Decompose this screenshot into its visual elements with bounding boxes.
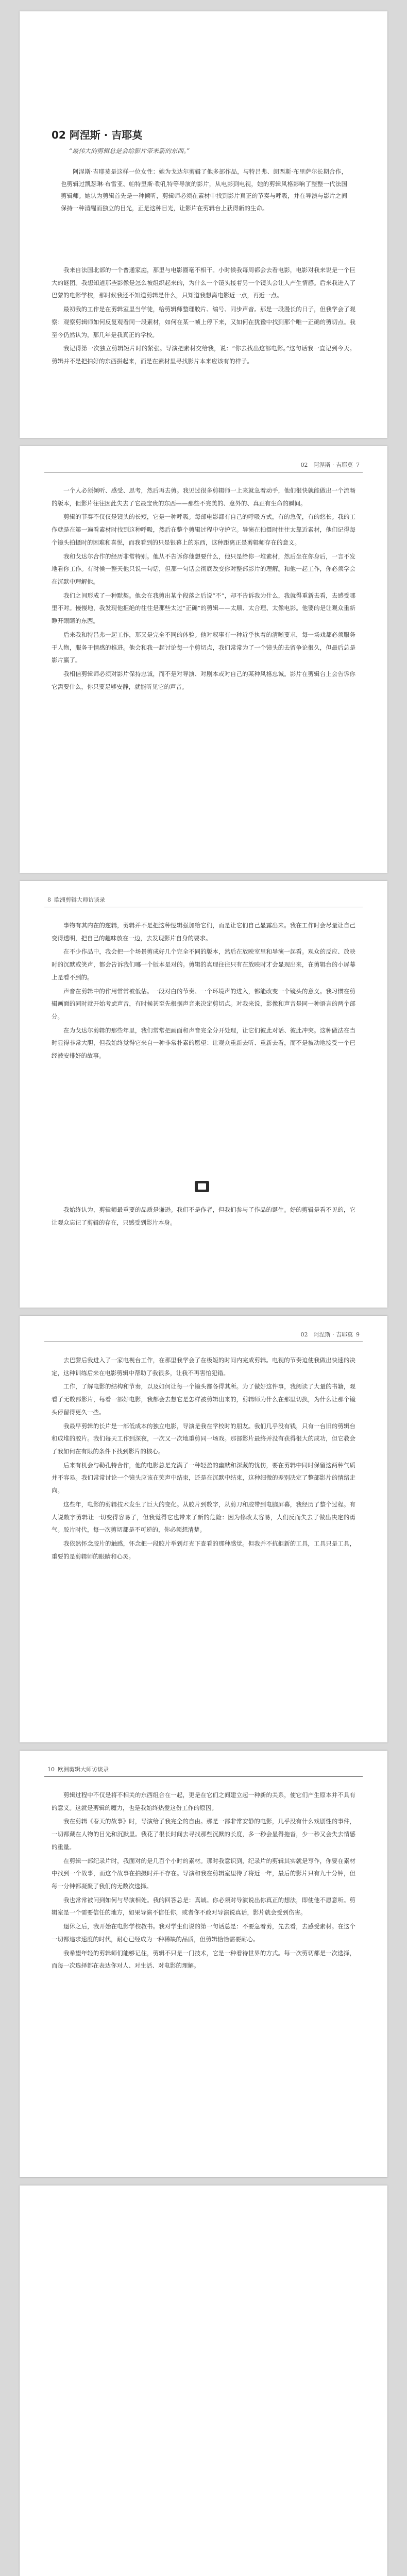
paragraph: 我最早剪辑的长片是一部低成本的独立电影，导演是我在学校时的朋友。我们几乎没有钱，只有一台旧的剪辑台和成堆的胶片。我们每天工作到深夜，一次又一次地重剪同一场戏。那部影片最终并没有获得很大的成功，但它教会了我如何在有限的条件下找到影片的核心。	[52, 1422, 355, 1455]
page-number: 10	[47, 1766, 55, 1773]
page-5	[20, 1751, 387, 2177]
page-number: 9	[356, 1331, 360, 1338]
paragraph: 我希望年轻的剪辑师们能够记住，剪辑不只是一门技术，它是一种看待世界的方式。每一次剪切都是一次选择，而每一次选择都在表达你对人、对生活、对电影的理解。	[52, 1949, 355, 1970]
film-frame-icon	[194, 1180, 210, 1193]
body-text-page-1	[52, 264, 355, 369]
page-3	[20, 881, 387, 1308]
paragraph: 我相信剪辑师必须对影片保持忠诚，而不是对导演、对剧本或对自己的某种风格忠诚。影片在剪辑台上会告诉你它需要什么，你只要足够安静，就能听见它的声音。	[52, 670, 355, 690]
chapter-number: 02	[52, 129, 66, 141]
page-number: 8	[47, 896, 51, 903]
running-head-title: 02 阿涅斯 · 吉耶莫	[300, 1331, 353, 1338]
page-4	[20, 1316, 387, 1742]
paragraph: 退休之后，我开始在电影学校教书。我对学生们说的第一句话总是：不要急着剪，先去看，去感受素材。在这个一切都追求速度的时代，耐心已经成为一种稀缺的品质，但剪辑恰恰需要耐心。	[52, 1923, 355, 1943]
paragraph: 剪辑过程中不仅是将不相关的东西组合在一起，更是在它们之间建立起一种新的关系，使它们产生原本并不具有的意义。这就是剪辑的魔力，也是我始终热爱这份工作的原因。	[52, 1791, 355, 1811]
running-head-title: 欧洲剪辑大师访谈录	[54, 896, 105, 903]
paragraph: 声音在剪辑中的作用常常被低估。一段对白的节奏、一个环境声的进入，都能改变一个镜头的意义。我习惯在剪辑画面的同时就开始考虑声音，有时候甚至先根据声音来决定剪切点。对我来说，影像和声音是同一种语言的两个部分。	[52, 987, 355, 1021]
running-head	[44, 1765, 109, 1773]
chapter-intro: 阿涅斯·吉耶莫是这样一位女性：她为戈达尔剪辑了他多部作品，与特吕弗、朗西斯·布里萨尔长期合作，也剪辑过凯瑟琳·布雷亚、帕特里斯·勒孔特等导演的影片，从电影到电视，她的剪辑风格影响了整整一代法国剪辑师。她认为剪辑首先是一种倾听，剪辑师必须在素材中找到影片真正的节奏与呼吸，并在导演与影片之间保持一种清醒而独立的目光，正是这种目光，让影片在剪辑台上获得新的生命。	[61, 168, 347, 212]
paragraph: 我和戈达尔合作的经历非常特别。他从不告诉你他想要什么，他只是给你一堆素材，然后坐在你身后，一言不发地看你工作。有时候一整天他只说一句话，但那一句话会彻底改变你对整部影片的理解。和他一起工作，你必须学会在沉默中理解他。	[52, 552, 355, 586]
paragraph: 我们之间形成了一种默契。他会在我剪出某个段落之后说“不”，却不告诉我为什么，我就得重新去看，去感受哪里不对。慢慢地，我发现他拒绝的往往是那些太过“正确”的剪辑——太顺、太合理、太像电影。他要的是让观众重新睁开眼睛的东西。	[52, 591, 355, 625]
running-head	[301, 1330, 363, 1338]
body-text-page-2	[52, 484, 355, 694]
paragraph: 我也常常被问到如何与导演相处。我的回答总是：真诚。你必须对导演说出你真正的想法，即使他不愿意听。剪辑室是一个需要信任的地方，如果导演不信任你，或者你不敢对导演说真话，影片就会受到伤害。	[52, 1896, 355, 1917]
paragraph: 在剪辑一部纪录片时，我面对的是几百个小时的素材。那时我意识到，纪录片的剪辑其实就是写作，你要在素材中找到一个故事，而这个故事在拍摄时并不存在。导演和我在剪辑室里待了将近一年，最后的影片只有九十分钟，但每一分钟都凝聚了我们的无数次选择。	[52, 1857, 355, 1890]
body-text-page-3-after	[52, 1204, 355, 1230]
paragraph: 去巴黎后我进入了一家电视台工作，在那里我学会了在极短的时间内完成剪辑。电视的节奏迫使我做出快速的决定，这种训练后来在电影剪辑中帮助了我很多，让我不再害怕犯错。	[52, 1357, 355, 1377]
paragraph: 在不少作品中，我会把一个场景剪成好几个完全不同的版本，然后在放映室里和导演一起看。观众的反应、放映时的沉默或笑声，都会告诉我们哪一个版本是对的。剪辑的真理往往只有在放映时才会显现出来，在剪辑台的小屏幕上是看不到的。	[52, 948, 355, 981]
paragraph: 后来我和特吕弗一起工作，那又是完全不同的体验。他对叙事有一种近乎执着的清晰要求，每一场戏都必须服务于人物，服务于情感的推进。他会和我一起讨论每一个剪切点，我们常常为了一个镜头的去留争论很久，但最后总是影片赢了。	[52, 631, 355, 664]
paragraph: 我记得第一次独立剪辑短片时的紧张。导演把素材交给我，说：“你去找出这部电影。”这句话我一直记到今天。剪辑并不是把拍好的东西拼起来，而是在素材里寻找影片本来应该有的样子。	[52, 345, 355, 365]
page-number: 7	[356, 462, 360, 468]
paragraph: 我依然怀念胶片的触感，怀念把一段胶片举到灯光下查看的那种感觉。但我并不抗拒新的工具，工具只是工具，重要的是剪辑师的眼睛和心灵。	[52, 1540, 355, 1560]
chapter-title	[52, 127, 142, 142]
paragraph: 在为戈达尔剪辑的那些年里，我们常常把画面和声音完全分开处理，让它们彼此对话、彼此冲突。这种做法在当时显得非常大胆，但我始终觉得它来自一种非常朴素的愿望：让观众重新去听、重新去看，而不是被动地接受一个已经被安排好的故事。	[52, 1026, 355, 1060]
paragraph: 工作，了解电影的结构和节奏，以及如何让每一个镜头都各得其所。为了做好这件事，我阅读了大量的书籍，观看了无数部影片，每看一部好电影，我都会去想它是怎样被剪辑出来的，剪辑师为什么在那里切换，为什么让那个镜头停留得更久一些。	[52, 1383, 355, 1416]
running-head	[301, 461, 363, 469]
paragraph: 我来自法国北部的一个普通家庭，那里与电影圈毫不相干。小时候我每周都会去看电影，电影对我来说是一个巨大的谜团。我想知道那些影像是怎么被组织起来的，为什么一个镜头接着另一个镜头会让人产生情感。后来我进入了巴黎的电影学校，那时候我还不知道剪辑是什么，只知道我想离电影近一点，再近一点。	[52, 266, 355, 299]
running-head-title: 欧洲剪辑大师访谈录	[58, 1766, 109, 1773]
paragraph: 剪辑的节奏不仅仅是镜头的长短，它是一种呼吸。每部电影都有自己的呼吸方式，有的急促，有的悠长。我的工作就是在第一遍看素材时找到这种呼吸，然后在整个剪辑过程中守护它。导演在拍摄时往往太靠近素材，他们记得每个镜头拍摄时的困难和喜悦，而我看到的只是银幕上的东西，这种距离正是剪辑师存在的意义。	[52, 513, 355, 546]
paragraph: 后来有机会与勒孔特合作，他的电影总是充满了一种轻盈的幽默和深藏的忧伤，要在剪辑中同时保留这两种气质并不容易。我们常常讨论一个镜头应该在笑声中结束，还是在沉默中结束，这种细微的差别决定了整部影片的情绪走向。	[52, 1461, 355, 1495]
paragraph: 我始终认为，剪辑师最重要的品质是谦逊。我们不是作者，但我们参与了作品的诞生。好的剪辑是看不见的，它让观众忘记了剪辑的存在，只感受到影片本身。	[52, 1206, 355, 1226]
paragraph: 最初我的工作是在剪辑室里当学徒，给剪辑师整理胶片、编号、同步声音。那是一段漫长的日子，但我学会了观察：观察剪辑师如何反复观看同一段素材，如何在某一帧上停下来，又如何在犹豫中找到那个唯一正确的剪切点。我至今仍然认为，那几年是我真正的学校。	[52, 306, 355, 338]
body-text-page-4	[52, 1354, 355, 1564]
chapter-epigraph: “最伟大的剪辑总是会给影片带来新的东西。”	[69, 147, 190, 155]
body-text-page-5	[52, 1789, 355, 1973]
page-6	[20, 2185, 387, 2576]
paragraph: 一个人必须倾听、感受、思考，然后再去剪。我见过很多剪辑师一上来就急着动手，他们很快就能做出一个流畅的版本，但影片往往因此失去了它最宝贵的东西——那些不完美的、意外的、真正有生命的瞬间。	[52, 487, 355, 507]
paragraph: 我在剪辑《春天的故事》时，导演给了我完全的自由。那是一部非常安静的电影，几乎没有什么戏剧性的事件，一切都藏在人物的目光和沉默里。我花了很长时间去寻找那些沉默的长度，多一秒会显得拖沓，少一秒又会失去情感的重量。	[52, 1818, 355, 1851]
header-rule	[44, 1776, 363, 1777]
running-head	[44, 895, 105, 904]
page-1	[20, 11, 387, 438]
page-2	[20, 446, 387, 873]
chapter-name: 阿涅斯 · 吉耶莫	[69, 129, 143, 141]
paragraph: 事物有其内在的逻辑，剪辑并不是把这种逻辑强加给它们，而是让它们自己显露出来。我在工作时会尽量让自己变得透明，把自己的趣味放在一边，去发现影片自身的要求。	[52, 922, 355, 942]
body-text-page-3	[52, 919, 355, 1063]
paragraph: 这些年，电影的剪辑技术发生了巨大的变化。从胶片到数字，从剪刀和胶带到电脑屏幕，我经历了整个过程。有人说数字剪辑让一切变得容易了，但我觉得它也带来了新的危险：因为修改太容易，人们反而失去了做出决定的勇气。胶片时代，每一次剪切都是不可逆的，你必须想清楚。	[52, 1500, 355, 1534]
running-head-title: 02 阿涅斯 · 吉耶莫	[300, 462, 353, 468]
